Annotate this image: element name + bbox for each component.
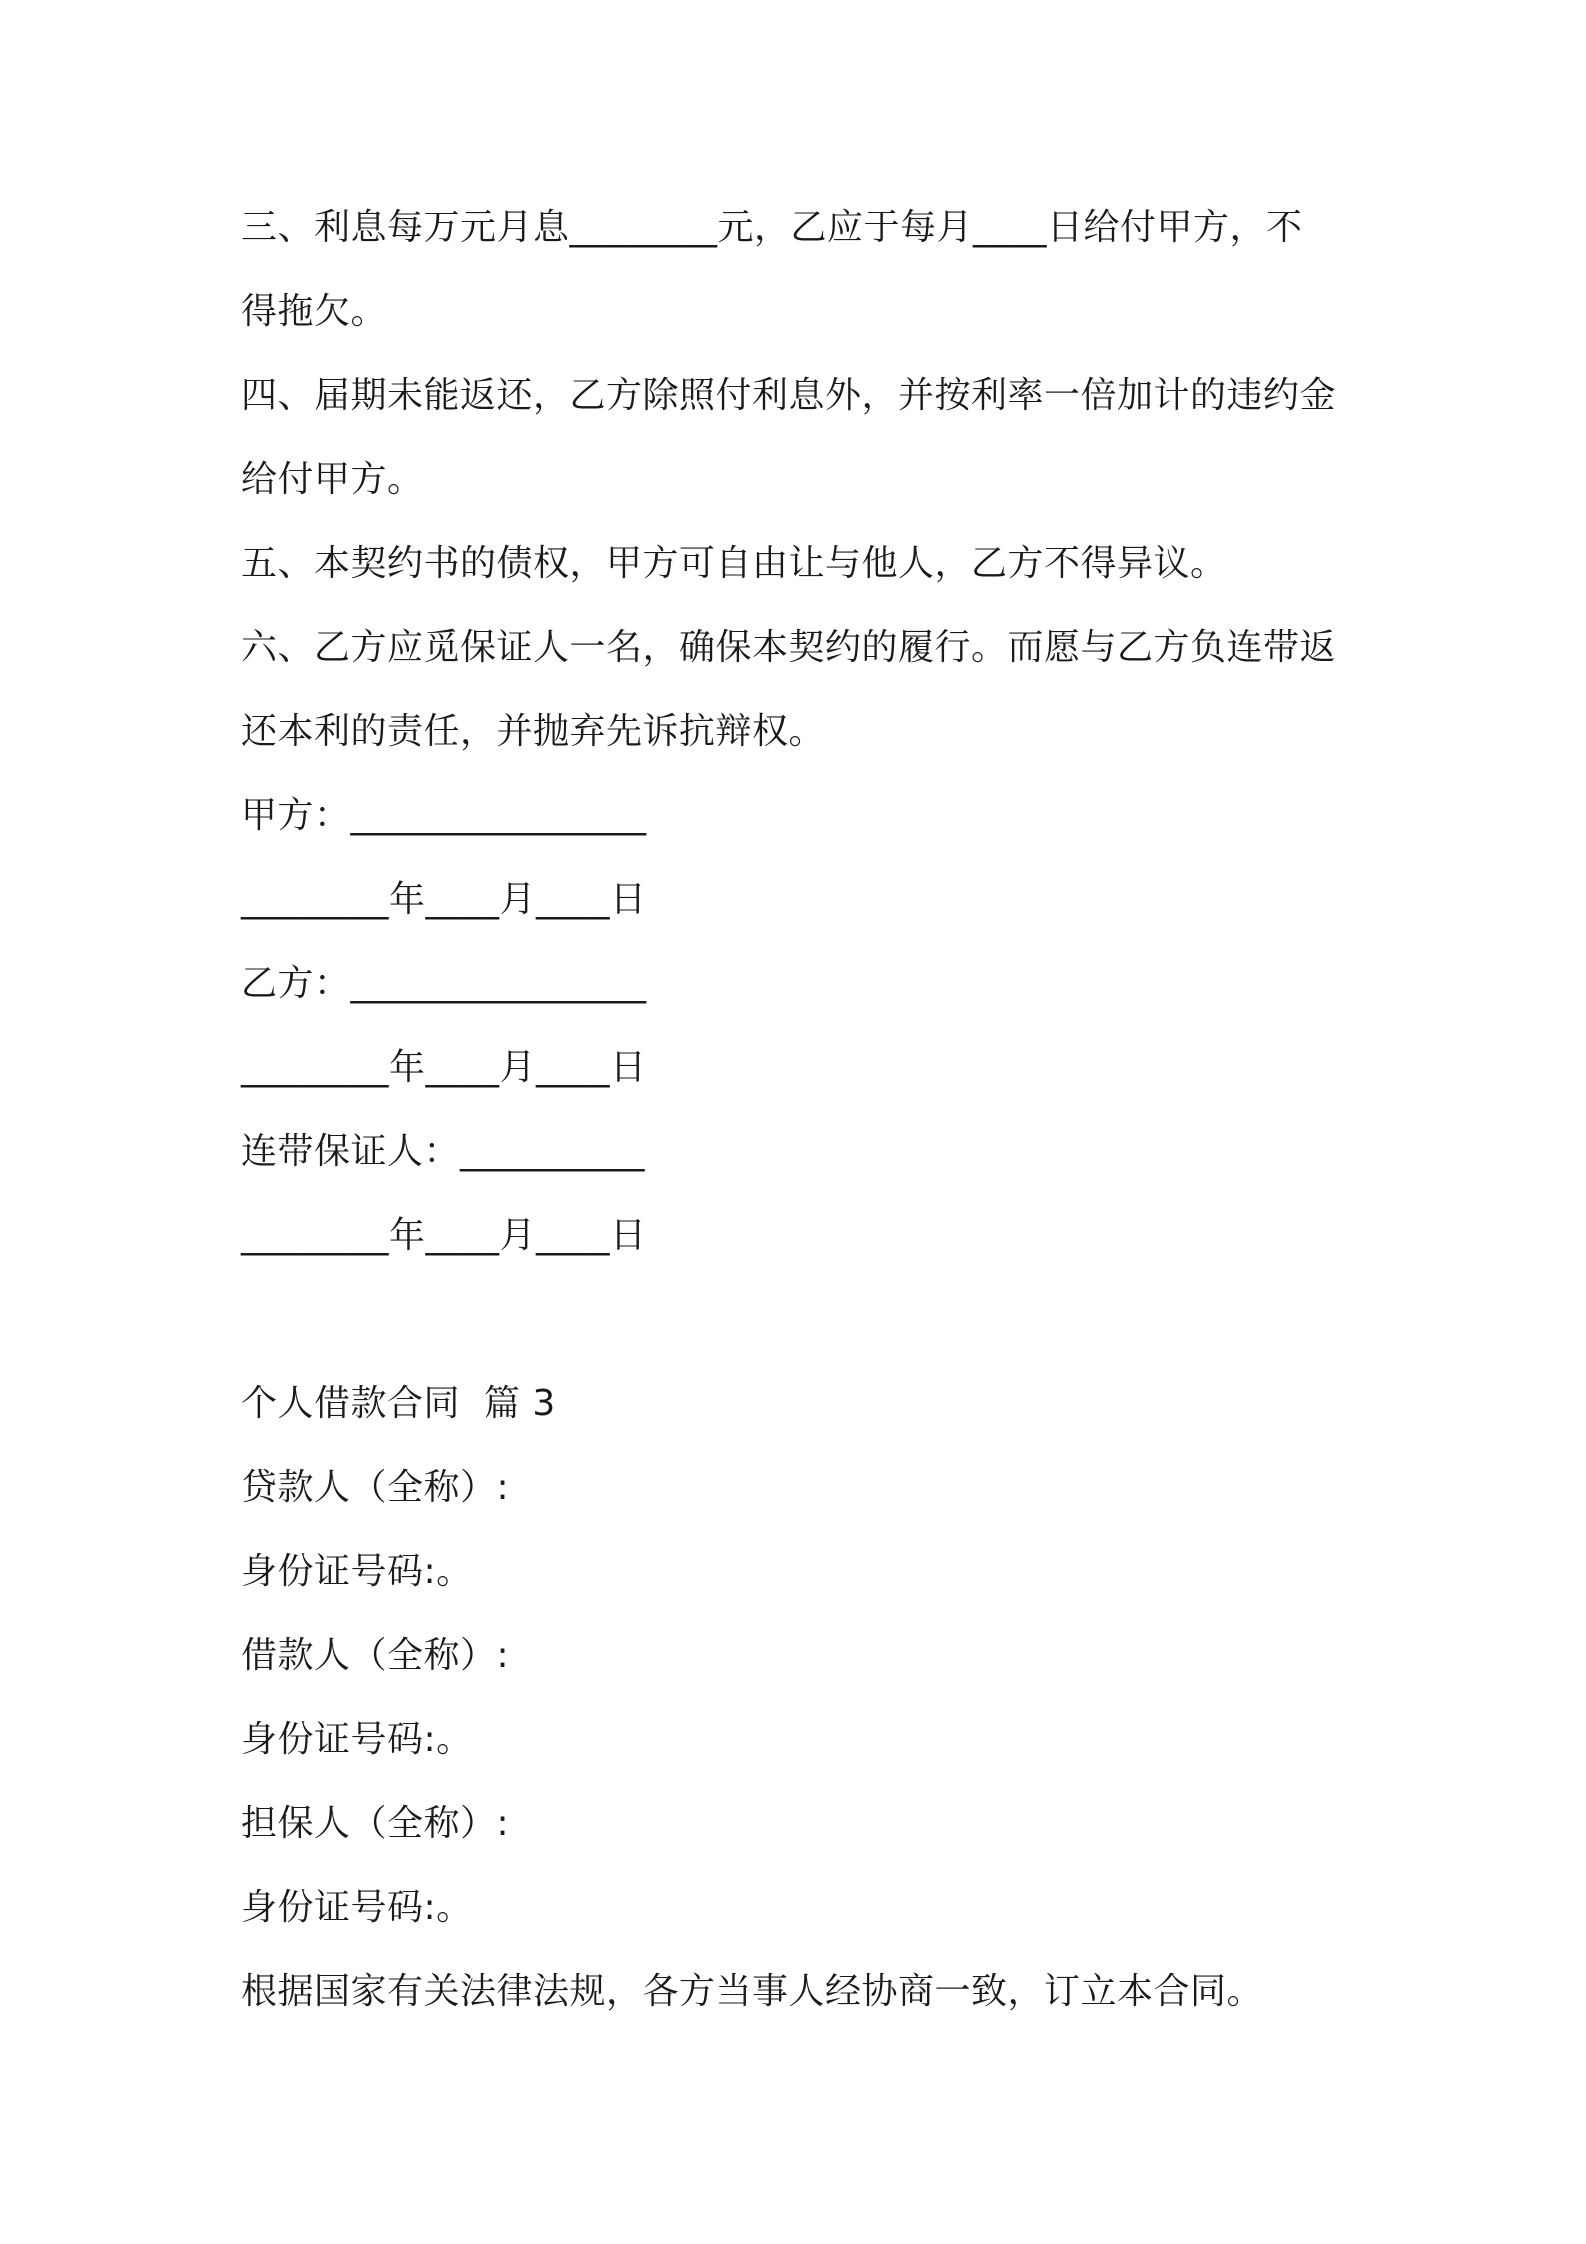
borrower-id-field: 身份证号码:。: [241, 1719, 473, 1760]
clause-3-line-2: 得拖欠。: [241, 291, 388, 332]
clause-6-line-1: 六、乙方应觅保证人一名，确保本契约的履行。而愿与乙方负连带返: [241, 627, 1337, 668]
party-a-signature: 甲方：________________: [241, 795, 647, 836]
borrower-field: 借款人（全称）:: [241, 1635, 510, 1676]
guarantor-full-field: 担保人（全称）:: [241, 1803, 510, 1844]
clause-5: 五、本契约书的债权，甲方可自由让与他人，乙方不得异议。: [241, 543, 1227, 584]
clause-3-line-1: 三、利息每万元月息________元，乙应于每月____日给付甲方，不: [241, 207, 1303, 248]
party-b-date: ________年____月____日: [241, 1047, 647, 1088]
guarantor-signature: 连带保证人：__________: [241, 1131, 646, 1172]
clause-4-line-1: 四、届期未能返还，乙方除照付利息外，并按利率一倍加计的违约金: [241, 375, 1337, 416]
closing-statement: 根据国家有关法律法规，各方当事人经协商一致，订立本合同。: [241, 1971, 1264, 2012]
lender-field: 贷款人（全称）:: [241, 1467, 510, 1508]
section-title: 个人借款合同 篇 3: [241, 1383, 556, 1424]
party-a-date: ________年____月____日: [241, 879, 647, 920]
party-b-signature: 乙方：________________: [241, 963, 647, 1004]
guarantor-date: ________年____月____日: [241, 1215, 647, 1256]
guarantor-id-field: 身份证号码:。: [241, 1887, 473, 1928]
clause-6-line-2: 还本利的责任，并抛弃先诉抗辩权。: [241, 711, 826, 752]
clause-4-line-2: 给付甲方。: [241, 459, 424, 500]
lender-id-field: 身份证号码:。: [241, 1551, 473, 1592]
